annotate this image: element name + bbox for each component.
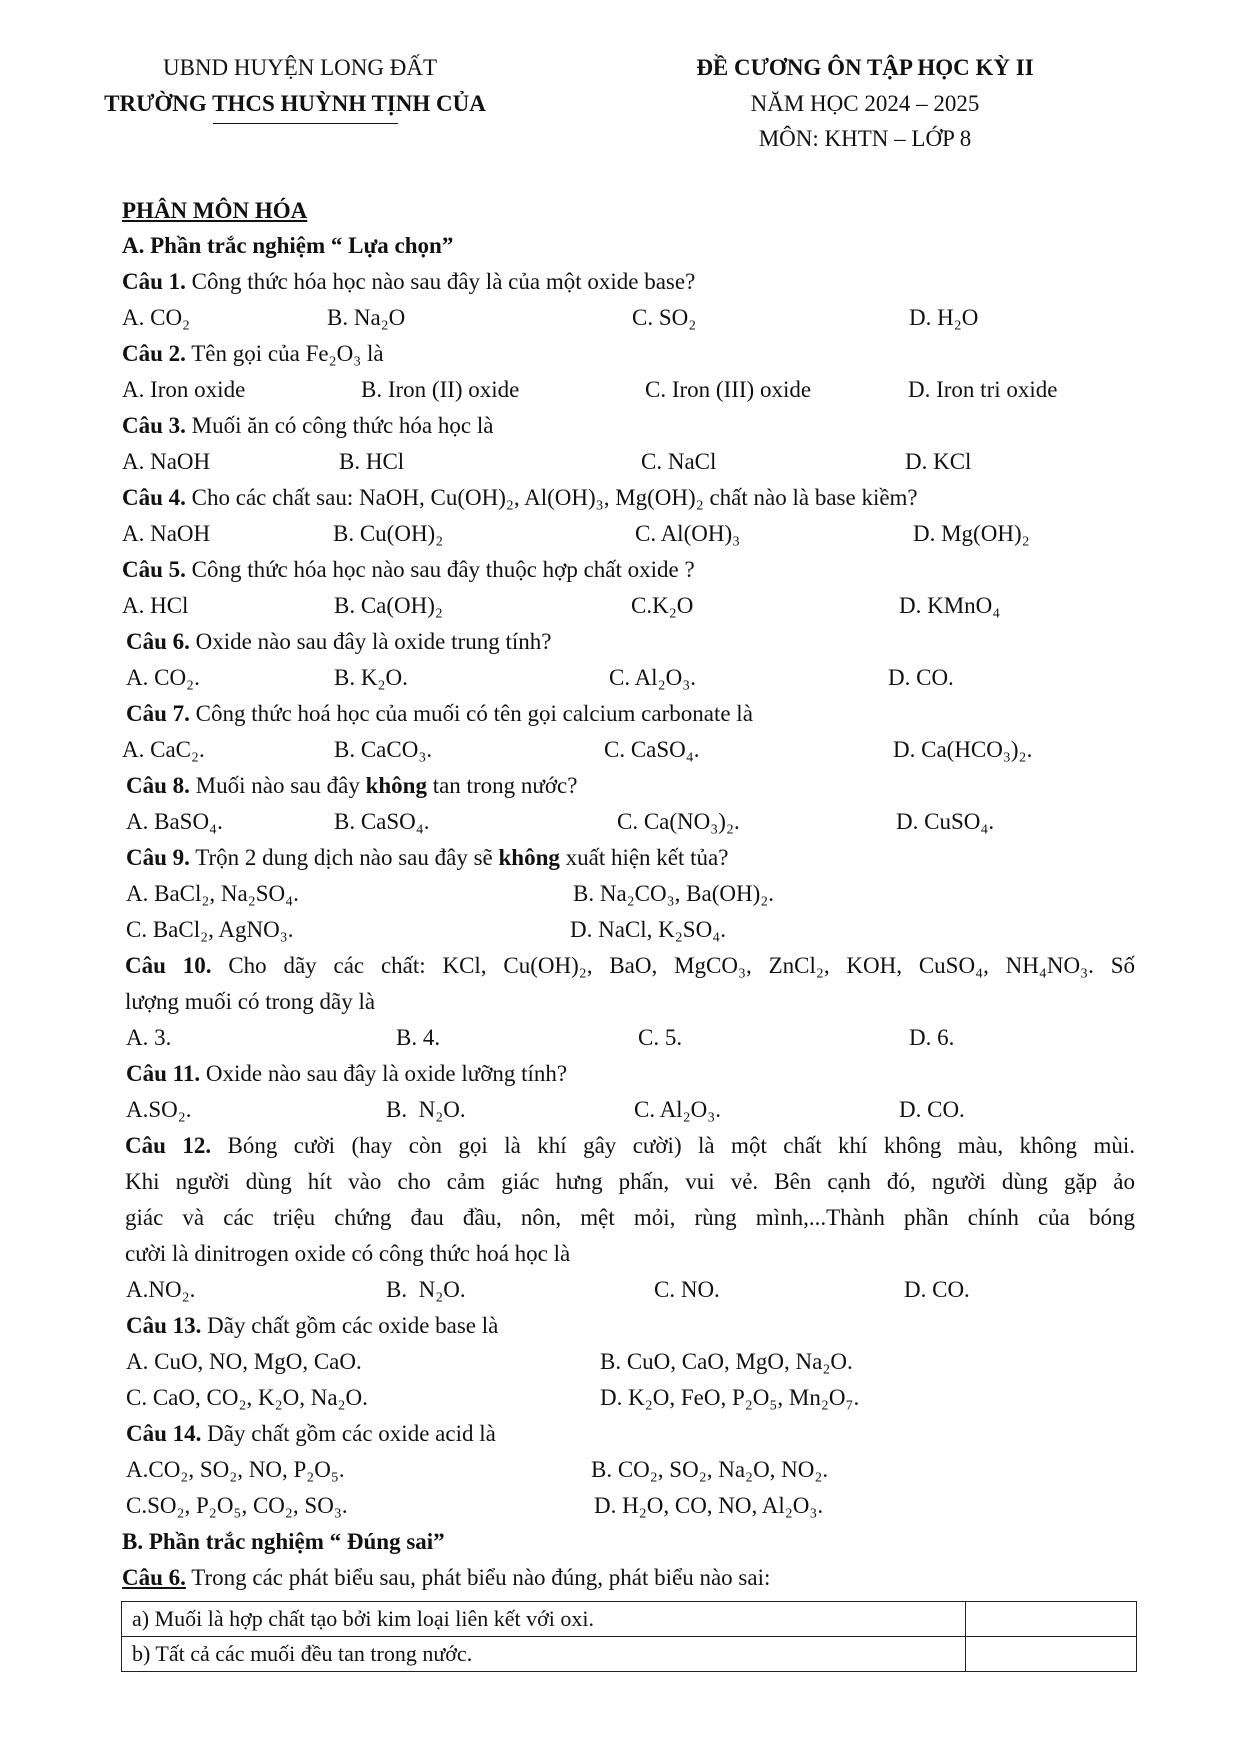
question-text: Trộn 2 dung dịch nào sau đây sẽ (195, 845, 499, 870)
question-13 (126, 1314, 498, 1337)
q1-option-b: B. Na₂O (327, 305, 406, 330)
q6-option-b: B. K₂O. (334, 665, 408, 690)
q5-option-a: A. HCl (122, 593, 189, 618)
q8-option-a: A. BaSO₄. (126, 809, 223, 834)
question-12-line1 (125, 1134, 1135, 1157)
question-3 (122, 414, 493, 437)
question-label: Câu 14. (126, 1421, 202, 1446)
q14-option-b: B. CO₂, SO₂, Na₂O, NO₂. (591, 1457, 829, 1482)
q4-option-a: A. NaOH (122, 521, 211, 546)
q13-option-b: B. CuO, CaO, MgO, Na₂O. (600, 1349, 853, 1374)
question-2 (122, 342, 384, 365)
q8-option-c: C. Ca(NO₃)₂. (617, 809, 740, 834)
q11-option-a: A.SO₂. (126, 1097, 192, 1122)
q2-option-d: D. Iron tri oxide (908, 377, 1058, 402)
question-label: Câu 6. (122, 1565, 186, 1590)
question-text: Oxide nào sau đây là oxide trung tính? (195, 629, 552, 654)
section-title: PHÂN MÔN HÓA (122, 198, 308, 223)
question-emphasis: không (365, 773, 427, 798)
question-label: Câu 9. (126, 845, 190, 870)
q11-option-d: D. CO. (899, 1097, 965, 1122)
q6-option-d: D. CO. (888, 665, 954, 690)
question-label: Câu 6. (126, 629, 190, 654)
q14-option-d: D. H₂O, CO, NO, Al₂O₃. (594, 1493, 824, 1518)
q10-option-b: B. 4. (396, 1025, 441, 1050)
question-label: Câu 11. (126, 1061, 201, 1086)
q3-option-c: C. NaCl (641, 449, 717, 474)
question-text: Dãy chất gồm các oxide base là (207, 1313, 499, 1338)
question-4 (122, 486, 918, 509)
statement-cell: a) Muối là hợp chất tạo bởi kim loại liên kết với oxi. (122, 1602, 966, 1637)
question-text-end: tan trong nước? (426, 773, 578, 798)
q14-option-a: A.CO₂, SO₂, NO, P₂O₅. (126, 1457, 345, 1482)
school-name: TRƯỜNG THCS HUỲNH TỊNH CỦA (104, 91, 486, 116)
part-b-title: B. Phần trắc nghiệm “ Đúng sai” (122, 1529, 445, 1554)
q2-option-c: C. Iron (III) oxide (645, 377, 812, 402)
question-label: Câu 4. (122, 485, 186, 510)
q11-option-b: B. N₂O. (386, 1097, 466, 1122)
q12-option-d: D. CO. (904, 1277, 970, 1302)
question-label: Câu 1. (122, 269, 186, 294)
q13-option-d: D. K₂O, FeO, P₂O₅, Mn₂O₇. (600, 1385, 860, 1410)
q5-option-b: B. Ca(OH)₂ (334, 593, 443, 618)
q4-option-d: D. Mg(OH)₂ (913, 521, 1030, 546)
q5-option-c: C.K₂O (631, 593, 694, 618)
question-text: Oxide nào sau đây là oxide lưỡng tính? (205, 1061, 568, 1086)
question-12-line4: cười là dinitrogen oxide có công thức hoá học là (125, 1241, 571, 1266)
question-text: Cho các chất sau: NaOH, Cu(OH)₂, Al(OH)₃, Mg(OH)₂ chất nào là base kiềm? (191, 485, 918, 510)
question-label: Câu 12. (125, 1133, 212, 1158)
question-10-line1 (125, 954, 1135, 977)
question-text: Công thức hoá học của muối có tên gọi calcium carbonate là (195, 701, 753, 726)
table-row (122, 1637, 1137, 1672)
q12-option-a: A.NO₂. (126, 1277, 196, 1302)
question-10-line2: lượng muối có trong dãy là (125, 989, 376, 1014)
q2-option-a: A. Iron oxide (122, 377, 246, 402)
question-label: Câu 5. (122, 557, 186, 582)
question-6 (126, 630, 551, 653)
question-label: Câu 3. (122, 413, 186, 438)
question-b6 (122, 1566, 770, 1589)
question-label: Câu 2. (122, 341, 186, 366)
q7-option-b: B. CaCO₃. (334, 737, 433, 762)
subject-line: MÔN: KHTN – LỚP 8 (758, 126, 972, 151)
question-text: Muối ăn có công thức hóa học là (191, 413, 494, 438)
q13-option-c: C. CaO, CO₂, K₂O, Na₂O. (126, 1385, 368, 1410)
statement-cell: b) Tất cả các muối đều tan trong nước. (122, 1637, 966, 1672)
q10-option-c: C. 5. (638, 1025, 683, 1050)
q6-option-a: A. CO₂. (126, 665, 200, 690)
q9-option-c: C. BaCl₂, AgNO₃. (126, 917, 294, 942)
q4-option-c: C. Al(OH)₃ (635, 521, 741, 546)
school-authority: UBND HUYỆN LONG ĐẤT (162, 55, 438, 80)
q7-option-a: A. CaC₂. (122, 737, 205, 762)
q6-option-c: C. Al₂O₃. (609, 665, 696, 690)
question-label: Câu 10. (125, 953, 212, 978)
table-row (122, 1602, 1137, 1637)
question-5 (122, 558, 695, 581)
question-text: Dãy chất gồm các oxide acid là (207, 1421, 496, 1446)
q4-option-b: B. Cu(OH)₂ (333, 521, 444, 546)
answer-cell[interactable] (966, 1637, 1137, 1672)
q3-option-d: D. KCl (905, 449, 972, 474)
q1-option-a: A. CO₂ (122, 305, 191, 330)
question-text: Công thức hóa học nào sau đây thuộc hợp chất oxide ? (191, 557, 695, 582)
question-text: Muối nào sau đây (189, 773, 366, 798)
question-label: Câu 7. (126, 701, 190, 726)
q14-option-c: C.SO₂, P₂O₅, CO₂, SO₃. (126, 1493, 348, 1518)
question-7 (126, 702, 753, 725)
q3-option-a: A. NaOH (122, 449, 211, 474)
q7-option-d: D. Ca(HCO₃)₂. (893, 737, 1033, 762)
q8-option-b: B. CaSO₄. (334, 809, 430, 834)
q8-option-d: D. CuSO₄. (896, 809, 995, 834)
q2-option-b: B. Iron (II) oxide (361, 377, 520, 402)
true-false-table (121, 1601, 1137, 1672)
question-12-line3: giác và các triệu chứng đau đầu, nôn, mệt mỏi, rùng mình,...Thành phần chính của bóng (125, 1205, 1135, 1230)
q10-option-d: D. 6. (909, 1025, 955, 1050)
question-12-line2: Khi người dùng hít vào cho cảm giác hưng phấn, vui vẻ. Bên cạnh đó, người dùng gặp ảo (125, 1169, 1135, 1194)
q12-option-b: B. N₂O. (386, 1277, 466, 1302)
q7-option-c: C. CaSO₄. (604, 737, 700, 762)
question-emphasis: không (498, 845, 560, 870)
q3-option-b: B. HCl (339, 449, 405, 474)
q1-option-d: D. H₂O (909, 305, 979, 330)
question-text: Tên gọi của Fe₂O₃ là (191, 341, 384, 366)
question-label: Câu 13. (126, 1313, 202, 1338)
question-text: Trong các phát biểu sau, phát biểu nào đúng, phát biểu nào sai: (185, 1565, 771, 1590)
q9-option-a: A. BaCl₂, Na₂SO₄. (126, 881, 299, 906)
document-title: ĐỀ CƯƠNG ÔN TẬP HỌC KỲ II (696, 55, 1034, 80)
header-underline (213, 123, 398, 124)
question-8 (126, 774, 577, 797)
q9-option-b: B. Na₂CO₃, Ba(OH)₂. (573, 881, 775, 906)
question-label: Câu 8. (126, 773, 190, 798)
q11-option-c: C. Al₂O₃. (634, 1097, 721, 1122)
question-14 (126, 1422, 496, 1445)
q12-option-c: C. NO. (654, 1277, 720, 1302)
answer-cell[interactable] (966, 1602, 1137, 1637)
q9-option-d: D. NaCl, K₂SO₄. (570, 917, 726, 942)
question-1 (122, 270, 695, 293)
question-11 (126, 1062, 567, 1085)
question-text: Bóng cười (hay còn gọi là khí gây cười) là một chất khí không màu, không mùi. (227, 1133, 1136, 1158)
part-a-title: A. Phần trắc nghiệm “ Lựa chọn” (122, 233, 454, 258)
question-text-end: xuất hiện kết tủa? (559, 845, 729, 870)
school-year: NĂM HỌC 2024 – 2025 (750, 91, 980, 116)
q13-option-a: A. CuO, NO, MgO, CaO. (126, 1349, 362, 1374)
q1-option-c: C. SO₂ (632, 305, 697, 330)
question-text: Công thức hóa học nào sau đây là của một oxide base? (191, 269, 696, 294)
question-text: Cho dãy các chất: KCl, Cu(OH)₂, BaO, MgCO₃, ZnCl₂, KOH, CuSO₄, NH₄NO₃. Số (228, 953, 1136, 978)
q10-option-a: A. 3. (126, 1025, 172, 1050)
q5-option-d: D. KMnO₄ (899, 593, 1001, 618)
question-9 (126, 846, 728, 869)
